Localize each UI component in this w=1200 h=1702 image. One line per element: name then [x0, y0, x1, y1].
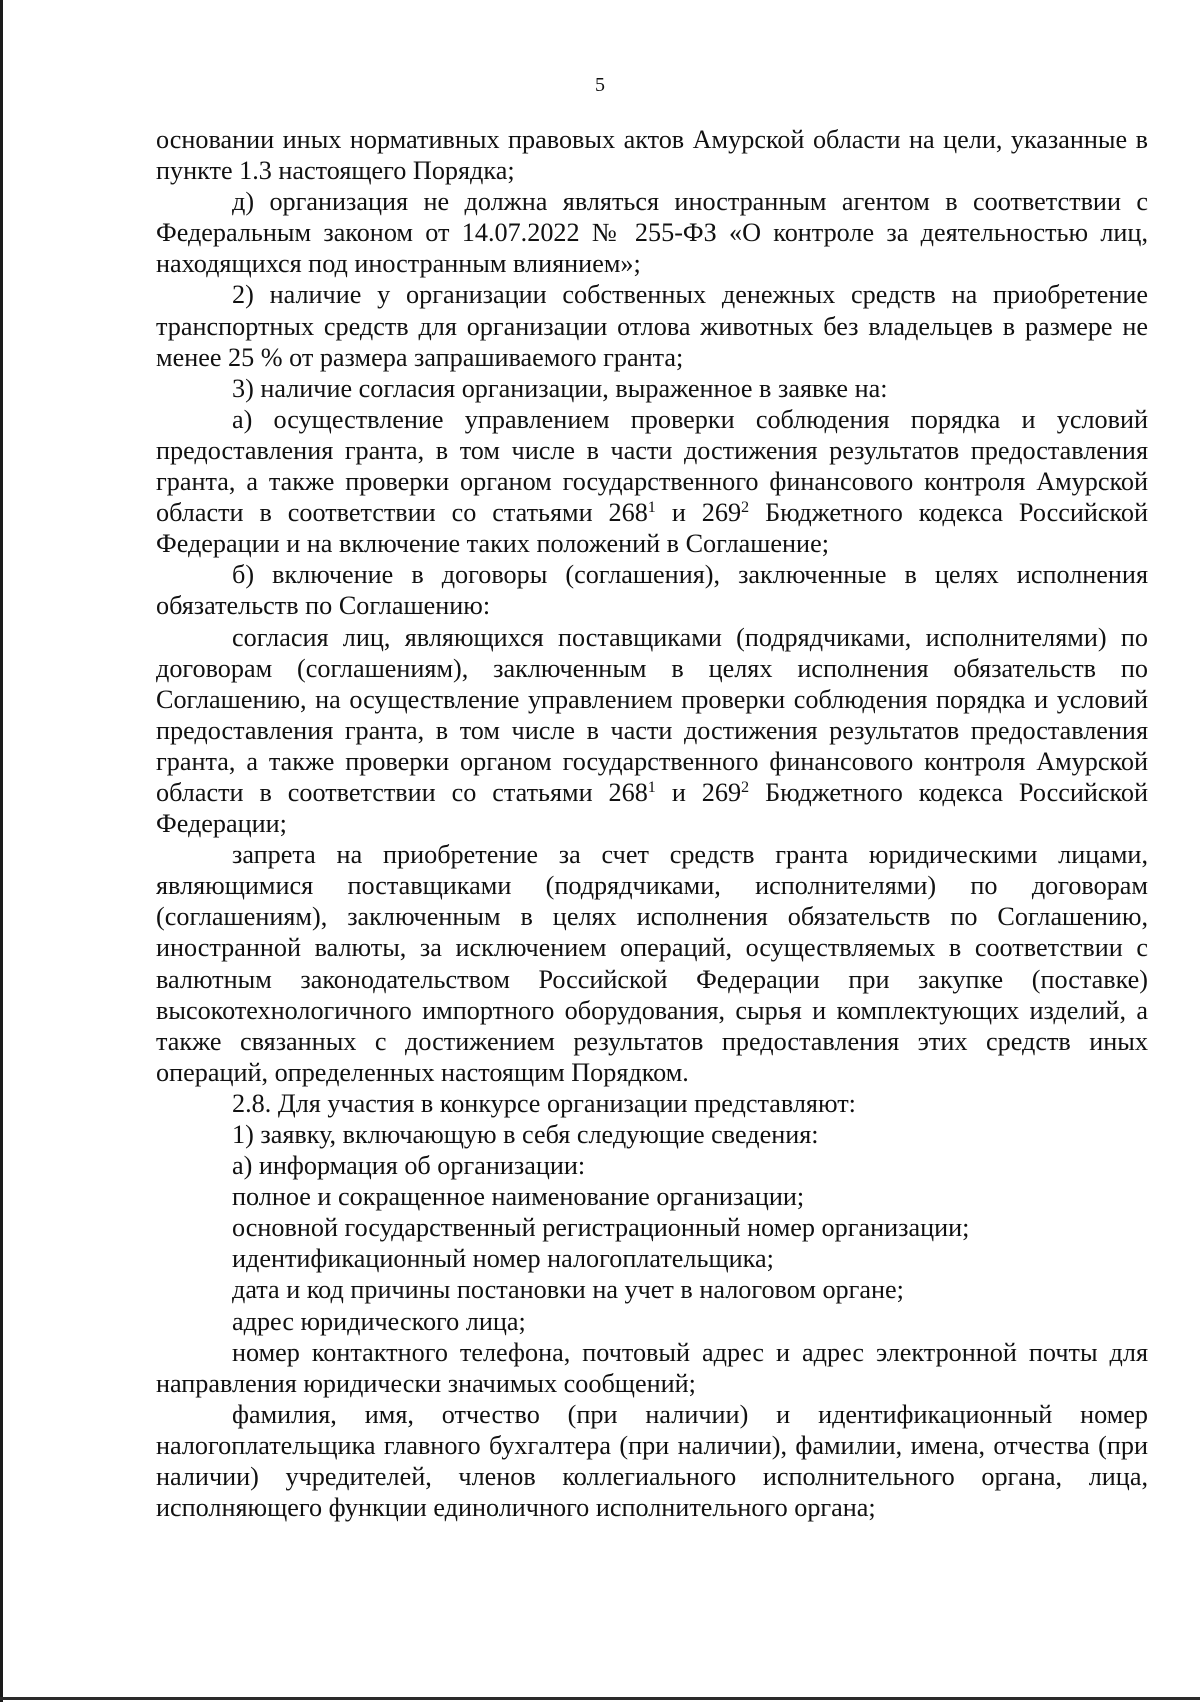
paragraph: 2.8. Для участия в конкурсе организации представляют: — [232, 1088, 856, 1118]
paragraph: фамилия, имя, отчество (при наличии) и идентификационный номер налогоплательщика главного бухгалтера (при наличии), фамилии, имена, отчества (при наличии) учредителей, членов коллегиального исполнительного органа, лица, исполняющего функции единоличного исполнительного органа; — [156, 1399, 1148, 1523]
superscript-index: 1 — [647, 498, 656, 517]
paragraph: 1) заявку, включающую в себя следующие сведения: — [232, 1120, 819, 1149]
paragraph: б) включение в договоры (соглашения), заключенные в целях исполнения обязательств по Соглашению: — [156, 560, 1148, 621]
scan-edge-left — [0, 0, 3, 1702]
paragraph: номер контактного телефона, почтовый адрес и адрес электронной почты для направления юридически значимых сообщений; — [156, 1337, 1148, 1398]
superscript-index: 1 — [647, 778, 656, 797]
paragraph: адрес юридического лица; — [232, 1306, 526, 1336]
paragraph: 3) наличие согласия организации, выраженное в заявке на: — [232, 373, 888, 403]
scan-edge-bottom — [0, 1697, 1200, 1700]
paragraph: основной государственный регистрационный номер организации; — [232, 1213, 970, 1243]
superscript-index: 2 — [741, 778, 750, 797]
paragraph: согласия лиц, являющихся поставщиками (подрядчиками, исполнителями) по договорам (соглашениям), заключенным в целях исполнения обязательств по Соглашению, на осуществление управлением проверки соблюдения порядка и условий предоставления гранта, в том числе в части достижения результатов предоставления гранта, а также проверки органом государственного финансового контроля Амурской области в соответствии со статьями $268^1$ и $269^2$ Бюджетного кодекса Российской Федерации; — [156, 622, 1148, 839]
paragraph: идентификационный номер налогоплательщика; — [232, 1244, 774, 1274]
superscript-index: 2 — [741, 498, 750, 517]
paragraph: дата и код причины постановки на учет в налоговом органе; — [232, 1275, 904, 1305]
paragraph: 2) наличие у организации собственных денежных средств на приобретение транспортных средств для организации отлова животных без владельцев в размере не менее 25 % от размера запрашиваемого гранта; — [156, 280, 1148, 372]
paragraph: запрета на приобретение за счет средств гранта юридическими лицами, являющимися поставщиками (подрядчиками, исполнителями) по договорам (соглашениям), заключенным в целях исполнения обязательств по Соглашению, иностранной валюты, за исключением операций, осуществляемых в соответствии с валютным законодательством Российской Федерации при закупке (поставке) высокотехнологичного импортного оборудования, сырья и комплектующих изделий, а также связанных с достижением результатов предоставления этих средств иных операций, определенных настоящим Порядком. — [156, 840, 1148, 1087]
page-number: 5 — [595, 74, 605, 96]
paragraph: а) осуществление управлением проверки соблюдения порядка и условий предоставления гранта, в том числе в части достижения результатов предоставления гранта, а также проверки органом государственного финансового контроля Амурской области в соответствии со статьями $268^1$ и $269^2$ Бюджетного кодекса Российской Федерации и на включение таких положений в Соглашение; — [156, 404, 1148, 559]
paragraph: д) организация не должна являться иностранным агентом в соответствии с Федеральным законом от 14.07.2022 № 255-ФЗ «О контроле за деятельностью лиц, находящихся под иностранным влиянием»; — [156, 187, 1148, 279]
document-body — [156, 124, 1148, 1523]
paragraph: основании иных нормативных правовых актов Амурской области на цели, указанные в пункте 1.3 настоящего Порядка; — [156, 125, 1148, 186]
paragraph: полное и сокращенное наименование организации; — [232, 1182, 805, 1212]
paragraph: а) информация об организации: — [232, 1151, 586, 1181]
